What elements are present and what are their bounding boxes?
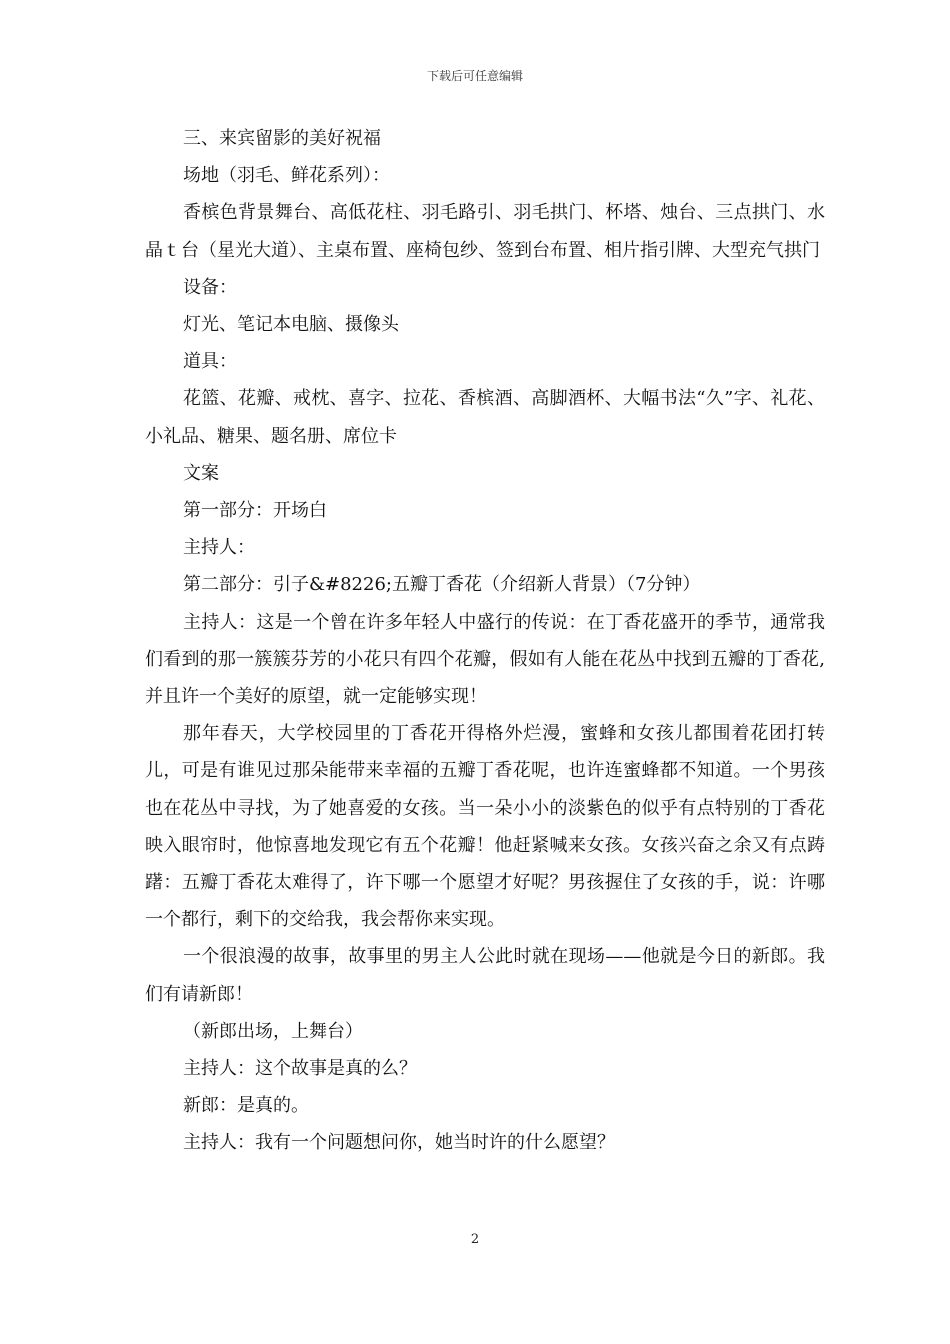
- part-two-heading: 第二部分：引子&#8226;五瓣丁香花（介绍新人背景）（7分钟）: [183, 574, 701, 596]
- host-followup: 主持人：我有一个问题想问你，她当时许的什么愿望？: [183, 1132, 615, 1154]
- introduce-groom-paragraph: 一个很浪漫的故事，故事里的男主人公此时就在现场——他就是今日的新郎。我们有请新郎！: [145, 946, 825, 1005]
- host-label: 主持人：: [183, 537, 255, 559]
- part-one-heading: 第一部分：开场白: [183, 500, 327, 522]
- venue-label: 场地（羽毛、鲜花系列）：: [183, 165, 390, 187]
- stage-direction: （新郎出场，上舞台）: [183, 1020, 363, 1042]
- equipment-items: 灯光、笔记本电脑、摄像头: [183, 314, 399, 336]
- venue-items: 香槟色背景舞台、高低花柱、羽毛路引、羽毛拱门、杯塔、烛台、三点拱门、水晶ｔ台（星光大道）、主桌布置、座椅包纱、签到台布置、相片指引牌、大型充气拱门: [145, 202, 825, 261]
- props-label: 道具：: [183, 351, 237, 373]
- document-body: [145, 120, 825, 1162]
- groom-answer: 新郎：是真的。: [183, 1095, 309, 1117]
- equipment-label: 设备：: [183, 276, 237, 298]
- host-question: 主持人：这个故事是真的么？: [183, 1058, 417, 1080]
- page-header: 下载后可任意编辑: [426, 69, 523, 83]
- script-label: 文案: [183, 462, 219, 484]
- section-heading: 三、来宾留影的美好祝福: [183, 128, 381, 149]
- host-legend-paragraph: 主持人：这是一个曾在许多年轻人中盛行的传说：在丁香花盛开的季节，通常我们看到的那一簇簇芬芳的小花只有四个花瓣，假如有人能在花丛中找到五瓣的丁香花,并且许一个美好的原望，就一定能够实现！: [145, 611, 825, 708]
- page-number: 2: [470, 1232, 480, 1247]
- props-items: 花篮、花瓣、戒枕、喜字、拉花、香槟酒、高脚酒杯、大幅书法“久”字、礼花、小礼品、糖果、题名册、席位卡: [145, 388, 825, 447]
- story-paragraph: 那年春天，大学校园里的丁香花开得格外烂漫，蜜蜂和女孩儿都围着花团打转儿，可是有谁见过那朵能带来幸福的五瓣丁香花呢，也许连蜜蜂都不知道。一个男孩也在花丛中寻找，为了她喜爱的女孩。当一朵小小的淡紫色的似乎有点特别的丁香花映入眼帘时，他惊喜地发现它有五个花瓣！他赶紧喊来女孩。女孩兴奋之余又有点踌躇：五瓣丁香花太难得了，许下哪一个愿望才好呢？男孩握住了女孩的手，说：许哪一个都行，剩下的交给我，我会帮你来实现。: [145, 723, 825, 931]
